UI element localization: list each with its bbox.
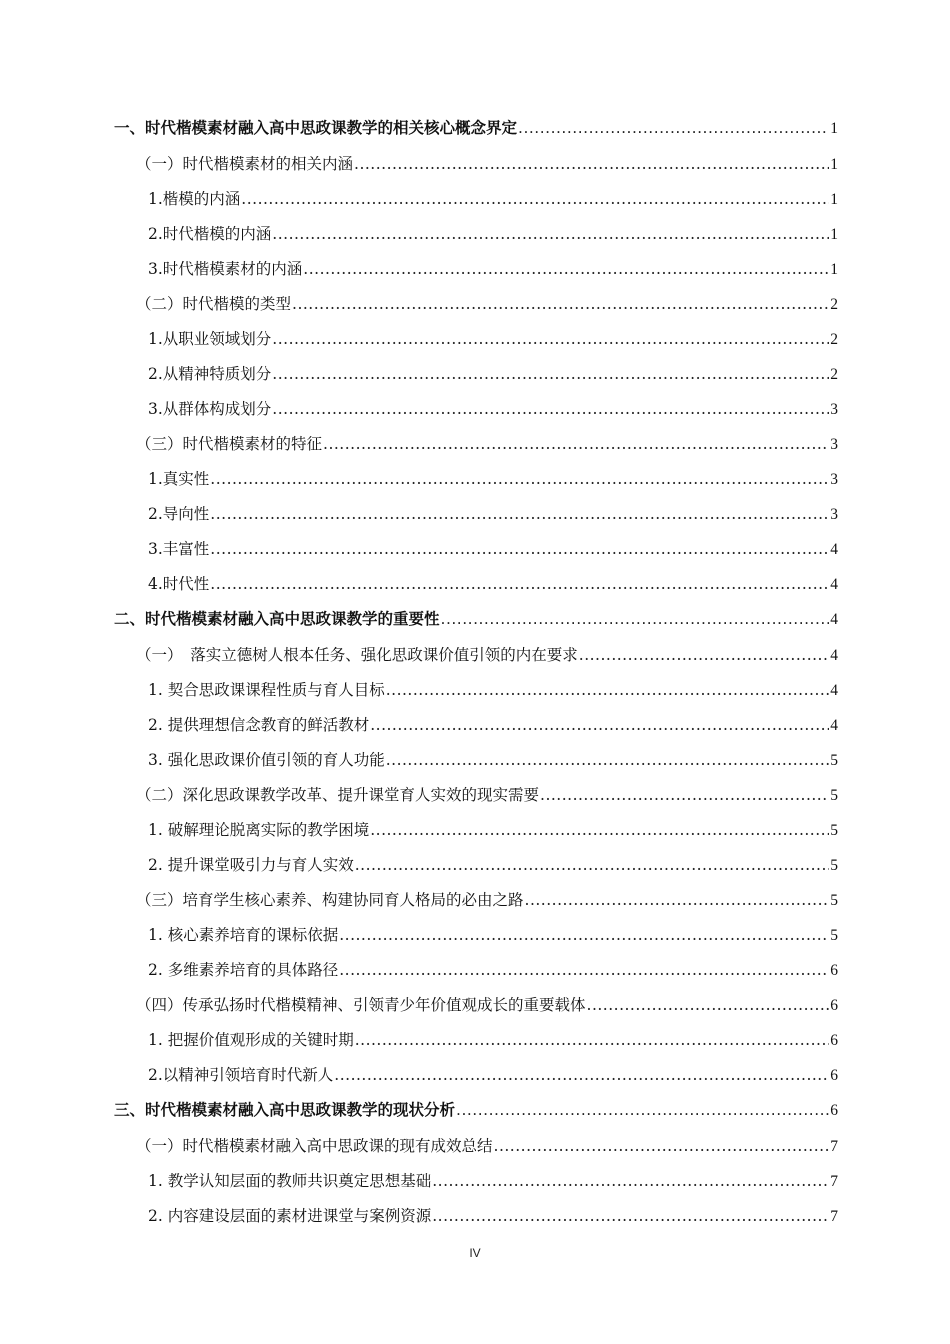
toc-entry-label: 1.楷模的内涵 [148,190,241,208]
toc-entry-page: 2 [830,366,838,383]
toc-entry-level-3[interactable] [114,496,838,531]
toc-leader-dots [355,855,830,875]
toc-entry-page: 6 [830,1032,838,1049]
toc-entry-label: 1. 核心素养培育的课标依据 [148,926,339,944]
toc-entry-label: 3. 强化思政课价值引领的育人功能 [148,751,385,769]
toc-entry-level-3[interactable] [114,1163,838,1198]
toc-leader-dots [494,1136,830,1156]
toc-leader-dots [432,1171,829,1191]
toc-leader-dots [456,1100,829,1120]
toc-entry-page: 5 [830,927,838,944]
toc-leader-dots [386,680,830,700]
toc-entry-page: 1 [830,156,838,173]
toc-entry-level-3[interactable] [114,847,838,882]
toc-entry-level-3[interactable] [114,391,838,426]
toc-entry-level-3[interactable] [114,181,838,216]
toc-entry-page: 1 [830,226,838,243]
toc-entry-level-3[interactable] [114,216,838,251]
toc-entry-label: 1.从职业领域划分 [148,330,272,348]
toc-leader-dots [441,609,830,629]
toc-leader-dots [210,539,829,559]
toc-leader-dots [272,224,829,244]
toc-entry-level-2[interactable] [114,987,838,1022]
toc-entry-label: 3.时代楷模素材的内涵 [148,260,303,278]
toc-entry-level-2[interactable] [114,777,838,812]
toc-leader-dots [540,785,829,805]
toc-leader-dots [334,1065,829,1085]
toc-entry-level-3[interactable] [114,952,838,987]
toc-entry-label: 二、时代楷模素材融入高中思政课教学的重要性 [114,610,440,628]
toc-entry-page: 5 [830,822,838,839]
toc-entry-page: 3 [830,436,838,453]
toc-entry-level-3[interactable] [114,566,838,601]
toc-entry-page: 5 [830,752,838,769]
toc-leader-dots [518,118,829,138]
toc-leader-dots [272,329,829,349]
toc-entry-page: 6 [830,1102,838,1119]
toc-entry-page: 5 [830,892,838,909]
toc-entry-page: 4 [830,647,838,664]
toc-entry-label: 1. 破解理论脱离实际的教学困境 [148,821,370,839]
toc-entry-page: 4 [830,611,838,628]
toc-leader-dots [525,890,830,910]
toc-entry-level-3[interactable] [114,917,838,952]
toc-entry-page: 6 [830,962,838,979]
toc-leader-dots [272,399,829,419]
toc-entry-label: （二）时代楷模的类型 [136,295,292,313]
toc-leader-dots [579,645,829,665]
toc-entry-label: 1.真实性 [148,470,210,488]
toc-entry-page: 2 [830,296,838,313]
toc-entry-label: 2. 提供理想信念教育的鲜活教材 [148,716,370,734]
toc-entry-label: 1. 教学认知层面的教师共识奠定思想基础 [148,1172,432,1190]
toc-leader-dots [303,259,829,279]
toc-entry-page: 4 [830,541,838,558]
toc-entry-page: 6 [830,1067,838,1084]
toc-entry-label: 2. 提升课堂吸引力与育人实效 [148,856,354,874]
toc-entry-label: 2.导向性 [148,505,210,523]
toc-entry-level-3[interactable] [114,321,838,356]
toc-entry-label: 三、时代楷模素材融入高中思政课教学的现状分析 [114,1101,456,1119]
toc-leader-dots [292,294,829,314]
toc-entry-page: 7 [830,1173,838,1190]
toc-entry-label: 2. 多维素养培育的具体路径 [148,961,339,979]
toc-entry-page: 7 [830,1208,838,1225]
toc-leader-dots [339,925,829,945]
toc-leader-dots [323,434,829,454]
toc-entry-level-1[interactable] [114,601,838,637]
toc-entry-label: 3.从群体构成划分 [148,400,272,418]
toc-entry-page: 1 [830,261,838,278]
toc-leader-dots [210,469,829,489]
toc-entry-page: 5 [830,857,838,874]
toc-entry-page: 2 [830,331,838,348]
toc-entry-level-1[interactable] [114,110,838,146]
toc-leader-dots [432,1206,829,1226]
toc-entry-label: 1. 把握价值观形成的关键时期 [148,1031,354,1049]
toc-leader-dots [354,154,829,174]
toc-entry-level-1[interactable] [114,1092,838,1128]
toc-entry-level-3[interactable] [114,461,838,496]
toc-entry-level-3[interactable] [114,812,838,847]
toc-entry-page: 3 [830,401,838,418]
toc-entry-label: 1. 契合思政课课程性质与育人目标 [148,681,385,699]
toc-entry-level-3[interactable] [114,356,838,391]
toc-entry-page: 4 [830,576,838,593]
toc-entry-level-3[interactable] [114,1022,838,1057]
toc-entry-level-2[interactable] [114,1128,838,1163]
toc-entry-label: 一、时代楷模素材融入高中思政课教学的相关核心概念界定 [114,119,518,137]
toc-entry-level-2[interactable] [114,426,838,461]
toc-entry-label: （一）时代楷模素材的相关内涵 [136,155,354,173]
toc-entry-level-3[interactable] [114,1198,838,1233]
toc-entry-page: 6 [830,997,838,1014]
toc-entry-page: 1 [830,191,838,208]
toc-entry-page: 1 [830,120,838,137]
toc-entry-level-2[interactable] [114,146,838,181]
toc-entry-label: 3.丰富性 [148,540,210,558]
toc-entry-level-3[interactable] [114,1057,838,1092]
toc-entry-label: （三）培育学生核心素养、构建协同育人格局的必由之路 [136,891,524,909]
toc-leader-dots [339,960,829,980]
toc-leader-dots [370,715,829,735]
toc-leader-dots [587,995,830,1015]
toc-leader-dots [386,750,830,770]
toc-leader-dots [272,364,829,384]
toc-entry-label: 2.从精神特质划分 [148,365,272,383]
toc-entry-label: 2. 内容建设层面的素材进课堂与案例资源 [148,1207,432,1225]
toc-entry-level-3[interactable] [114,672,838,707]
page-number: IV [469,1246,481,1260]
toc-entry-label: （一） 落实立德树人根本任务、强化思政课价值引领的内在要求 [136,646,578,664]
toc-entry-page: 3 [830,471,838,488]
toc-entry-level-2[interactable] [114,882,838,917]
toc-entry-label: 2.以精神引领培育时代新人 [148,1066,334,1084]
toc-leader-dots [210,504,829,524]
toc-entry-page: 7 [830,1138,838,1155]
toc-entry-level-3[interactable] [114,742,838,777]
table-of-contents [114,110,838,1233]
toc-entry-label: 2.时代楷模的内涵 [148,225,272,243]
toc-entry-page: 5 [830,787,838,804]
toc-entry-level-3[interactable] [114,707,838,742]
toc-leader-dots [210,574,829,594]
toc-entry-level-3[interactable] [114,531,838,566]
toc-entry-level-2[interactable] [114,286,838,321]
toc-entry-label: （二）深化思政课教学改革、提升课堂育人实效的现实需要 [136,786,540,804]
toc-entry-page: 3 [830,506,838,523]
toc-entry-label: （三）时代楷模素材的特征 [136,435,323,453]
toc-leader-dots [370,820,829,840]
toc-leader-dots [241,189,829,209]
toc-entry-level-2[interactable] [114,637,838,672]
toc-entry-label: 4.时代性 [148,575,210,593]
toc-leader-dots [355,1030,830,1050]
toc-entry-label: （一）时代楷模素材融入高中思政课的现有成效总结 [136,1137,493,1155]
toc-entry-level-3[interactable] [114,251,838,286]
toc-entry-page: 4 [830,682,838,699]
toc-entry-label: （四）传承弘扬时代楷模精神、引领青少年价值观成长的重要载体 [136,996,586,1014]
toc-entry-page: 4 [830,717,838,734]
